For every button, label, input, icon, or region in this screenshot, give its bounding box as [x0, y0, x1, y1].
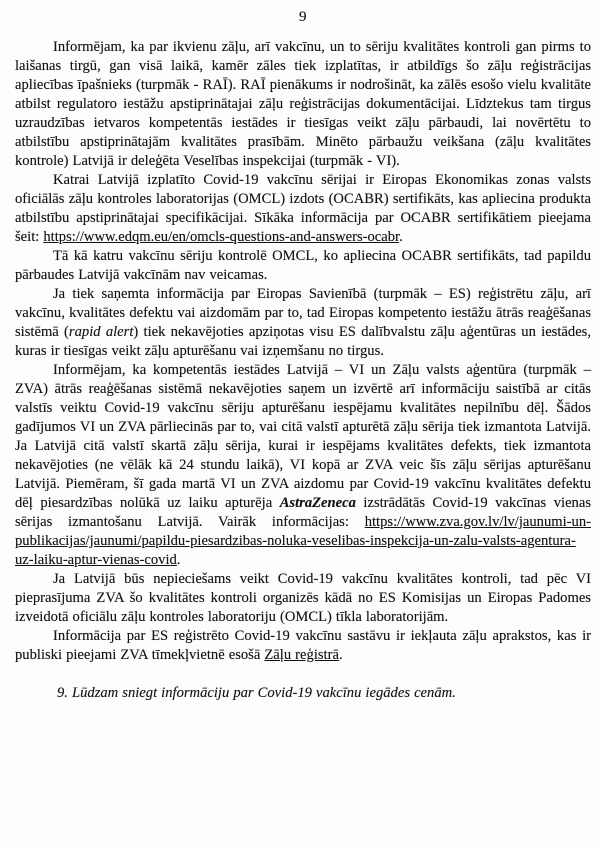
- hyperlink[interactable]: Zāļu reģistrā: [264, 647, 339, 663]
- text-segment: izstrādātās Covid-19 vakcīnas vienas sērijas izmantošanu Latvijā. Vairāk informācijas:: [15, 495, 591, 530]
- text-segment: ) tiek nekavējoties apziņotas visu ES dalībvalstu zāļu aģentūras un iestādes, kuras ir tiesīgas veikt zāļu apturēšanu vai izņemšanu no tirgus.: [15, 324, 591, 359]
- para-vi-zva-monitoring: [15, 361, 591, 570]
- text-segment: rapid alert: [68, 324, 134, 340]
- text-segment: Informējam, ka kompetentās iestādes Latvijā – VI un Zāļu valsts aģentūra (turpmāk – ZVA) ātrās reaģēšanas sistēmā nekavējoties saņem un izvērtē arī informāciju saistībā ar citās valstīs veiktu Covid-19 vakcīnu sēriju apturēšanu iespējamu kvalitātes nepilnību dēļ. Šādos gadījumos VI un ZVA pārliecinās par to, vai citā valstī apturētā zāļu sērija tiek izmantota Latvijā. Ja Latvijā citā valstī skartā zāļu sērija, kurai ir iespējams kvalitātes defekts, tiek izmantota nekavējoties (ne vēlāk kā 24 stundu laikā), VI kopā ar ZVA veic šīs zāļu sērijas apturēšanu Latvijā. Piemēram, šī gada martā VI un ZVA aizdomu par Covid-19 vakcīnu kvalitātes defektu dēļ piesardzības nolūkā uz laiku apturēja: [15, 362, 591, 511]
- para-question-9: [15, 684, 591, 703]
- text-segment: Katrai Latvijā izplatīto Covid-19 vakcīnu sērijai ir Eiropas Ekonomikas zonas valsts oficiālās zāļu kontroles laboratorijas (OMCL) izdots (OCABR) sertifikāts, kas apliecina produkta atbilstību apstiprinātajai specifikācijai. Sīkāka informācija par OCABR sertifikātiem pieejama šeit:: [15, 172, 591, 245]
- document-body: [15, 38, 591, 703]
- hyperlink[interactable]: https://www.edqm.eu/en/omcls-questions-and-answers-ocabr: [43, 229, 400, 245]
- text-segment: .: [176, 552, 181, 568]
- para-no-additional-checks: [15, 247, 591, 285]
- para-rai-responsibility: [15, 38, 591, 171]
- page-number: 9: [299, 9, 307, 25]
- text-segment: Ja tiek saņemta informācija par Eiropas Savienībā (turpmāk – ES) reģistrētu zāļu, arī vakcīnu, kvalitātes defektu vai aizdomām par to, tad Eiropas kompetento iestāžu ātrās reaģēšanas sistēmā (: [15, 286, 591, 340]
- text-segment: .: [338, 647, 343, 663]
- para-composition-info: [15, 627, 591, 665]
- text-segment: 9. Lūdzam sniegt informāciju par Covid-19 vakcīnu iegādes cenām.: [57, 685, 456, 701]
- text-segment: .: [399, 229, 403, 245]
- text-segment: Informējam, ka par ikvienu zāļu, arī vakcīnu, un to sēriju kvalitātes kontroli gan pirms to laišanas tirgū, gan visā laikā, kamēr zāles tiek izplatītas, ir atbildīgs šo zāļu reģistrācijas apliecības īpašnieks (turpmāk - RAĪ). RAĪ pienākums ir nodrošināt, ka zālēs esošo vielu kvalitāte atbilst regulatoro iestāžu apstiprinātajai zāļu reģistrācijas dokumentācijai. Līdztekus tam tirgus uzraudzības ietvaros kompetentās iestādes ir tiesīgas veikt zāļu pārbaudi, lai novērtētu to atbilstību apstiprinātajām kvalitātes prasībām. Minēto pārbaužu veikšana (zāļu kvalitātes kontrole) Latvijā ir deleģēta Veselības inspekcijai (turpmāk - VI).: [15, 39, 591, 169]
- para-omcl-certificate: [15, 171, 591, 247]
- text-segment: Tā kā katru vakcīnu sēriju kontrolē OMCL, ko apliecina OCABR sertifikāts, tad papildu pārbaudes Latvijā vakcīnām nav veicamas.: [15, 248, 591, 283]
- text-segment: Ja Latvijā būs nepieciešams veikt Covid-19 vakcīnu kvalitātes kontroli, tad pēc VI pieprasījuma ZVA šo kvalitātes kontroli organizēs kādā no ES Komisijas un Eiropas Padomes izveidotā oficiālu zāļu kontroles laboratoriju (OMCL) tīkla laboratorijām.: [15, 571, 591, 625]
- para-rapid-alert: [15, 285, 591, 361]
- hyperlink[interactable]: https://www.zva.gov.lv/lv/jaunumi-un-publikacijas/jaunumi/papildu-piesardzibas-noluka-veselibas-inspekcija-un-zalu-valsts-agentura-uz-laiku-aptur-vienas-covid: [15, 514, 591, 568]
- text-segment: Informācija par ES reģistrēto Covid-19 vakcīnu sastāvu ir iekļauta zāļu aprakstos, kas ir publiski pieejami ZVA tīmekļvietnē esošā: [15, 628, 591, 663]
- para-quality-control-organisation: [15, 570, 591, 627]
- text-segment: AstraZeneca: [279, 495, 356, 511]
